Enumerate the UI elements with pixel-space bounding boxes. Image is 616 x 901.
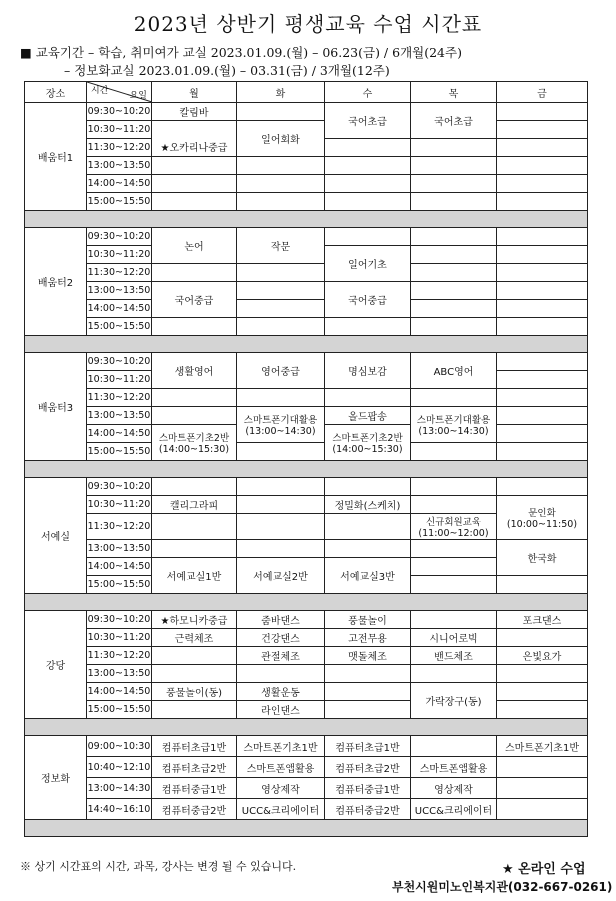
header-fri: 금	[497, 82, 588, 103]
time-slot: 11:30~12:20	[87, 139, 152, 157]
time-slot: 15:00~15:50	[87, 443, 152, 461]
class-cell: 컴퓨터중급1반	[325, 778, 411, 799]
class-cell: 밴드체조	[411, 647, 497, 665]
class-time: (14:00~15:30)	[332, 444, 403, 455]
header-wed: 수	[325, 82, 411, 103]
class-cell	[152, 425, 237, 461]
period-line-2: – 정보화교실 2023.01.09.(월) – 03.31(금) / 3개월(12주)	[64, 63, 390, 78]
class-cell: 작문	[237, 228, 325, 264]
class-cell: 올드팝송	[325, 407, 411, 425]
class-cell: 스마트폰앱활용	[237, 757, 325, 778]
page-title: 2023년 상반기 평생교육 수업 시간표	[133, 12, 483, 36]
class-cell	[497, 757, 588, 778]
class-time: (11:00~12:00)	[418, 528, 489, 539]
time-slot: 13:00~13:50	[87, 282, 152, 300]
class-cell: 국어초급	[411, 103, 497, 139]
class-cell: 서예교실3반	[325, 558, 411, 594]
class-name: 문인화	[528, 508, 556, 519]
time-slot: 10:30~11:20	[87, 121, 152, 139]
time-slot: 14:40~16:10	[87, 799, 152, 820]
class-cell	[411, 514, 497, 540]
class-cell: ★하모니카중급	[152, 611, 237, 629]
time-slot: 11:30~12:20	[87, 389, 152, 407]
class-cell: 컴퓨터중급2반	[325, 799, 411, 820]
header-thu: 목	[411, 82, 497, 103]
class-cell: 서예교실2반	[237, 558, 325, 594]
class-cell: 국어중급	[325, 282, 411, 318]
time-slot: 10:30~11:20	[87, 629, 152, 647]
section-separator	[25, 336, 588, 353]
class-cell: 영어중급	[237, 353, 325, 389]
class-cell: 명심보감	[325, 353, 411, 389]
class-name: 스마트폰기초2반	[158, 433, 230, 444]
section-separator	[25, 820, 588, 837]
class-cell: 영상제작	[411, 778, 497, 799]
class-cell: 논어	[152, 228, 237, 264]
class-cell: 생활영어	[152, 353, 237, 389]
room-name: 서예실	[25, 478, 87, 594]
class-time: (14:00~15:30)	[158, 444, 230, 455]
period-line-1: ■ 교육기간 – 학습, 취미여가 교실 2023.01.09.(월) – 06.23(금) / 6개월(24주)	[20, 45, 462, 60]
class-cell: 컴퓨터초급1반	[152, 736, 237, 757]
class-cell: 스마트폰기초1반	[237, 736, 325, 757]
class-cell: 풍물놀이	[325, 611, 411, 629]
time-slot: 15:00~15:50	[87, 701, 152, 719]
class-cell: 스마트폰기초1반	[497, 736, 588, 757]
class-cell: 컴퓨터중급2반	[152, 799, 237, 820]
time-slot: 13:00~13:50	[87, 407, 152, 425]
section-separator	[25, 719, 588, 736]
class-cell: 컴퓨터중급1반	[152, 778, 237, 799]
time-slot: 14:00~14:50	[87, 300, 152, 318]
time-slot: 11:30~12:20	[87, 264, 152, 282]
section-separator	[25, 594, 588, 611]
class-cell: 시니어로빅	[411, 629, 497, 647]
class-cell: 국어초급	[325, 103, 411, 139]
room-name: 배움터3	[25, 353, 87, 461]
contact-info: 부천시원미노인복지관(032-667-0261)	[392, 880, 613, 894]
class-cell: 가락장구(동)	[411, 683, 497, 719]
online-class-legend: ★ 온라인 수업	[502, 862, 586, 877]
time-slot: 14:00~14:50	[87, 425, 152, 443]
class-cell: ★오카리나중급	[152, 121, 237, 157]
time-slot: 14:00~14:50	[87, 175, 152, 193]
timetable	[24, 81, 588, 837]
class-cell	[497, 799, 588, 820]
class-time: (13:00~14:30)	[245, 426, 316, 437]
class-cell: 고전무용	[325, 629, 411, 647]
time-slot: 10:30~11:20	[87, 246, 152, 264]
header-time-day	[87, 82, 152, 103]
class-cell: 서예교실1반	[152, 558, 237, 594]
time-slot: 10:30~11:20	[87, 371, 152, 389]
class-cell: 건강댄스	[237, 629, 325, 647]
class-cell	[325, 425, 411, 461]
time-slot: 09:30~10:20	[87, 611, 152, 629]
time-slot: 11:30~12:20	[87, 514, 152, 540]
class-cell: 근력체조	[152, 629, 237, 647]
time-slot: 13:00~13:50	[87, 157, 152, 175]
class-name: 스마트폰기대활용	[243, 415, 318, 426]
class-cell: 포크댄스	[497, 611, 588, 629]
section-separator	[25, 461, 588, 478]
class-cell: 풍물놀이(동)	[152, 683, 237, 701]
class-cell: 한국화	[497, 540, 588, 576]
time-slot: 15:00~15:50	[87, 318, 152, 336]
class-cell: 국어중급	[152, 282, 237, 318]
class-time: (10:00~11:50)	[506, 519, 578, 530]
time-slot: 09:30~10:20	[87, 228, 152, 246]
class-cell: UCC&크리에이터	[237, 799, 325, 820]
time-slot: 14:00~14:50	[87, 683, 152, 701]
time-slot: 09:30~10:20	[87, 353, 152, 371]
class-cell	[497, 496, 588, 540]
class-cell: 캘리그라피	[152, 496, 237, 514]
time-slot: 15:00~15:50	[87, 576, 152, 594]
class-cell: UCC&크리에이터	[411, 799, 497, 820]
header-time: 시간	[91, 86, 109, 96]
header-day: 요일	[129, 91, 147, 101]
header-mon: 월	[152, 82, 237, 103]
class-cell: 컴퓨터초급2반	[325, 757, 411, 778]
class-cell	[237, 407, 325, 443]
class-cell	[497, 778, 588, 799]
class-cell: 라인댄스	[237, 701, 325, 719]
time-slot: 13:00~14:30	[87, 778, 152, 799]
time-slot: 14:00~14:50	[87, 558, 152, 576]
section-separator	[25, 211, 588, 228]
class-name: 스마트폰기대활용	[416, 415, 491, 426]
time-slot: 15:00~15:50	[87, 193, 152, 211]
room-name: 배움터2	[25, 228, 87, 336]
class-cell: 맷돌체조	[325, 647, 411, 665]
class-cell: 스마트폰앱활용	[411, 757, 497, 778]
class-cell: 줌바댄스	[237, 611, 325, 629]
class-cell: 칼림바	[152, 103, 237, 121]
time-slot: 09:00~10:30	[87, 736, 152, 757]
class-cell	[411, 736, 497, 757]
class-name: 스마트폰기초2반	[332, 433, 403, 444]
class-cell	[411, 407, 497, 443]
class-cell: 컴퓨터초급1반	[325, 736, 411, 757]
class-cell: 일어회화	[237, 121, 325, 157]
class-cell: 생활운동	[237, 683, 325, 701]
header-place: 장소	[25, 82, 87, 103]
class-cell: 영상제작	[237, 778, 325, 799]
time-slot: 09:30~10:20	[87, 103, 152, 121]
header-tue: 화	[237, 82, 325, 103]
footer-note: ※ 상기 시간표의 시간, 과목, 강사는 변경 될 수 있습니다.	[20, 860, 297, 873]
class-cell: 관절체조	[237, 647, 325, 665]
time-slot: 10:30~11:20	[87, 496, 152, 514]
class-cell: 은빛요가	[497, 647, 588, 665]
time-slot: 09:30~10:20	[87, 478, 152, 496]
class-cell: 컴퓨터초급2반	[152, 757, 237, 778]
time-slot: 10:40~12:10	[87, 757, 152, 778]
class-cell: 일어기초	[325, 246, 411, 282]
room-name: 배움터1	[25, 103, 87, 211]
time-slot: 13:00~13:50	[87, 540, 152, 558]
room-name: 강당	[25, 611, 87, 719]
room-name: 정보화	[25, 736, 87, 820]
time-slot: 13:00~13:50	[87, 665, 152, 683]
class-time: (13:00~14:30)	[418, 426, 489, 437]
class-cell: ABC영어	[411, 353, 497, 389]
class-name: 신규회원교육	[425, 517, 482, 528]
class-cell: 정밀화(스케치)	[325, 496, 411, 514]
time-slot: 11:30~12:20	[87, 647, 152, 665]
